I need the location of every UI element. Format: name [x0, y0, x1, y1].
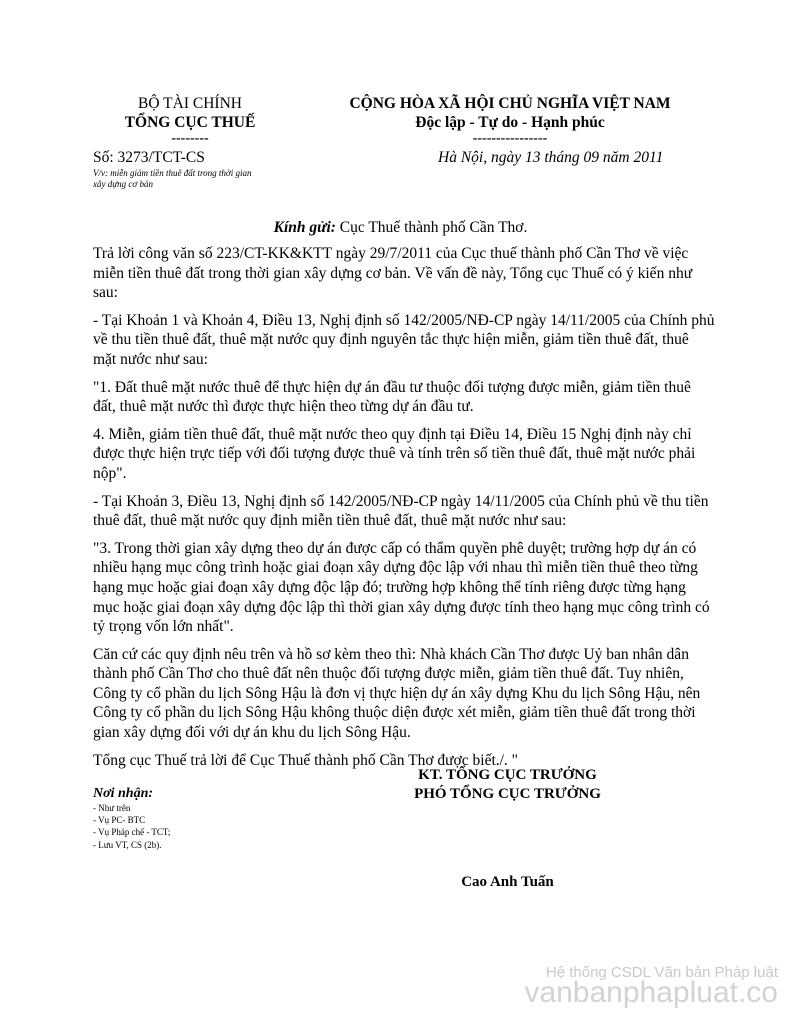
watermark-caption: Hệ thống CSDL Văn bản Pháp luật	[545, 964, 778, 981]
body-paragraph: Tổng cục Thuế trả lời để Cục Thuế thành phố Cần Thơ được biết./. "	[93, 751, 519, 769]
body-paragraph: - Tại Khoản 3, Điều 13, Nghị định số 142/2005/NĐ-CP ngày 14/11/2005 của Chính phủ về thu tiền thuê đất, thuê mặt nước quy định miễn tiền thuê đất, thuê mặt nước như sau:	[93, 492, 709, 530]
header-right-separator: ----------------	[472, 131, 548, 146]
body-paragraph: Căn cứ các quy định nêu trên và hồ sơ kèm theo thì: Nhà khách Cần Thơ được Uỷ ban nhân dân thành phố Cần Thơ cho thuê đất nên thuộc đối tượng được miễn, giảm tiền thuê đất. Tuy nhiên, Công ty cổ phần du lịch Sông Hậu là đơn vị thực hiện dự án xây dựng Khu du lịch Sông Hậu, nên Công ty cổ phần du lịch Sông Hậu không thuộc diện được xét miễn, giảm tiền thuê đất trong thời gian xây dựng đối với dự án khu du lịch Sông Hậu.	[93, 645, 701, 742]
signer-title-line-1: KT. TỔNG CỤC TRƯỞNG	[418, 767, 597, 783]
list-item: - Như trên	[93, 803, 131, 813]
issuer-header	[70, 94, 310, 146]
department-name: TỔNG CỤC THUẾ	[124, 114, 256, 131]
document-subject	[93, 168, 293, 190]
watermark-site: vanbanphapluat.co	[524, 976, 778, 1009]
recipient-label: Kính gửi:	[273, 219, 336, 236]
document-number: Số: 3273/TCT-CS	[93, 149, 205, 166]
recipients-list	[93, 802, 170, 851]
body-paragraph: - Tại Khoản 1 và Khoản 4, Điều 13, Nghị định số 142/2005/NĐ-CP ngày 14/11/2005 của Chính phủ về thu tiền thuê đất, thuê mặt nước quy định nguyên tắc thực hiện miễn, giảm tiền thuê đất, thuê mặt nước như sau:	[93, 311, 715, 368]
nation-name: CỘNG HÒA XÃ HỘI CHỦ NGHĨA VIỆT NAM	[349, 95, 671, 112]
body-paragraph: "3. Trong thời gian xây dựng theo dự án được cấp có thẩm quyền phê duyệt; trường hợp dự án có nhiều hạng mục công trình hoặc giai đoạn xây dựng độc lập với nhau thì miễn tiền thuê theo từng hạng mục hoặc giai đoạn xây dựng độc lập đó; trường hợp không thể tính riêng được từng hạng mục hoặc giai đoạn xây dựng độc lập thì thời gian xây dựng được tính theo hạng mục công trình có tỷ trọng vốn lớn nhất".	[93, 539, 710, 636]
signer-title	[400, 766, 615, 804]
national-motto: Độc lập - Tự do - Hạnh phúc	[415, 114, 605, 131]
signer-name: Cao Anh Tuấn	[461, 874, 554, 890]
recipient-name: Cục Thuế thành phố Cần Thơ.	[335, 219, 528, 236]
recipient-line	[93, 219, 708, 237]
list-item: - Vụ Pháp chế - TCT;	[93, 827, 171, 838]
body-paragraph: "1. Đất thuê mặt nước thuê để thực hiện dự án đầu tư thuộc đối tượng được miễn, giảm tiền thuê đất, thuê mặt nước thì được thực hiện theo từng dự án đầu tư.	[93, 378, 691, 416]
document-subject-line-1: V/v: miễn giảm tiền thuê đất trong thời gian	[93, 168, 252, 178]
recipients-title: Nơi nhận:	[93, 786, 154, 801]
signer-title-line-2: PHÓ TỔNG CỤC TRƯỞNG	[414, 786, 601, 802]
list-item: - Lưu VT, CS (2b).	[93, 839, 162, 850]
ministry-name: BỘ TÀI CHÍNH	[138, 95, 242, 112]
body-paragraph: 4. Miễn, giảm tiền thuê đất, thuê mặt nước theo quy định tại Điều 14, Điều 15 Nghị định này chỉ được thực hiện trực tiếp với đối tượng được thuê và tính trên số tiền thuê đất, thuê mặt nước phải nộp".	[93, 425, 696, 482]
header-left-separator: --------	[171, 131, 209, 146]
document-body	[93, 244, 715, 778]
list-item: - Vụ PC- BTC	[93, 815, 146, 826]
document-subject-line-2: xây dựng cơ bản	[93, 179, 153, 189]
document-date: Hà Nội, ngày 13 tháng 09 năm 2011	[438, 149, 664, 166]
body-paragraph: Trả lời công văn số 223/CT-KK&KTT ngày 29/7/2011 của Cục thuế thành phố Cần Thơ về việc miễn tiền thuê đất trong thời gian xây dựng cơ bản. Về vấn đề này, Tổng cục Thuế có ý kiến như sau:	[93, 245, 693, 302]
nation-header	[300, 94, 720, 146]
